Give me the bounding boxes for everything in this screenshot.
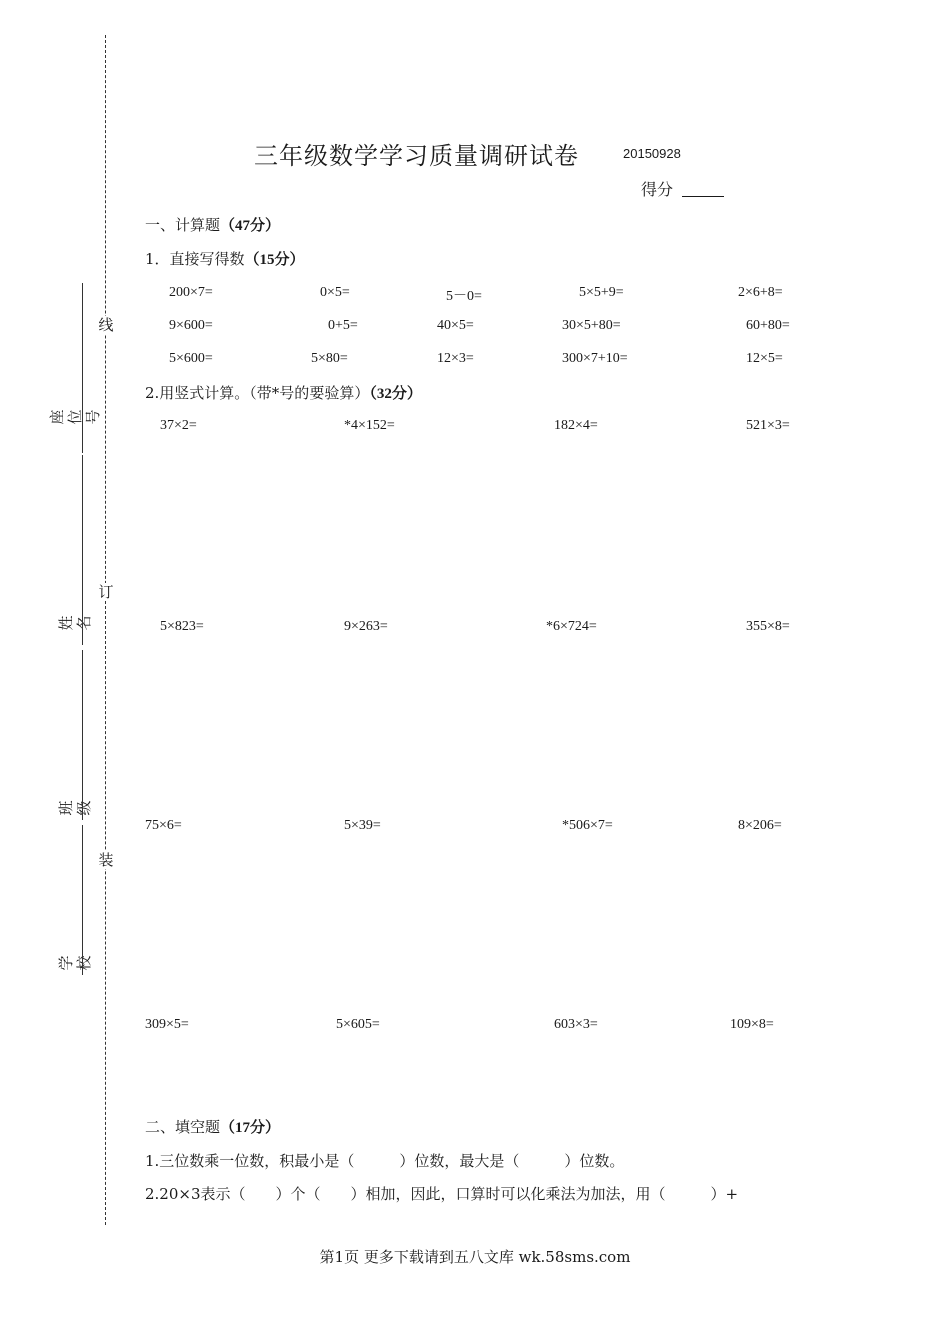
oral-calc-item: 30×5+80= [562,318,621,333]
exam-date: 20150928 [623,146,681,161]
part2-heading: 2.用竖式计算。（带*号的要验算）（32分） [145,384,422,402]
oral-calc-item: 12×5= [746,351,783,366]
oral-calc-item: 60+80= [746,318,790,333]
section2-heading: 二、填空题（17分） [145,1118,281,1136]
oral-calc-item: 2×6+8= [738,285,783,300]
oral-calc-item: 9×600= [169,318,213,333]
field-label-school: 学校 [57,955,93,971]
vertical-calc-item: 8×206= [738,818,782,833]
vertical-calc-item: 37×2= [160,418,197,433]
vertical-calc-item: 355×8= [746,619,790,634]
page-footer: 第1页 更多下载请到五八文库 wk.58sms.com [319,1248,631,1266]
binding-char-line: 线 [98,316,114,334]
oral-calc-item: 40×5= [437,318,474,333]
oral-calc-item: 0+5= [328,318,358,333]
vertical-calc-item: 75×6= [145,818,182,833]
field-line-class [82,650,83,820]
vertical-calc-item: 603×3= [554,1017,598,1032]
oral-calc-item: 5×80= [311,351,348,366]
vertical-calc-item: 182×4= [554,418,598,433]
part1-heading: 1．直接写得数（15分） [145,250,305,268]
oral-calc-item: 300×7+10= [562,351,628,366]
oral-calc-item: 5×5+9= [579,285,624,300]
oral-calc-item: 5×600= [169,351,213,366]
field-line-school [82,825,83,975]
vertical-calc-item: *506×7= [562,818,613,833]
vertical-calc-item: 9×263= [344,619,388,634]
oral-calc-item: 12×3= [437,351,474,366]
section1-heading: 一、计算题（47分） [145,216,281,234]
vertical-calc-item: *6×724= [546,619,597,634]
field-label-class: 班级 [57,800,93,816]
vertical-calc-item: 5×823= [160,619,204,634]
binding-char-order: 订 [98,583,114,601]
vertical-calc-item: 5×39= [344,818,381,833]
page-title: 三年级数学学习质量调研试卷 [254,142,579,170]
vertical-calc-item: 109×8= [730,1017,774,1032]
oral-calc-item: 0×5= [320,285,350,300]
field-line-name [82,455,83,645]
vertical-calc-item: *4×152= [344,418,395,433]
field-line-seat [82,283,83,453]
binding-char-bind: 装 [98,851,114,869]
vertical-calc-item: 309×5= [145,1017,189,1032]
field-label-seat: 座位号 [48,409,102,425]
oral-calc-item: 200×7= [169,285,213,300]
fill-blank-question-1: 1.三位数乘一位数，积最小是（ ）位数，最大是（ ）位数。 [145,1152,625,1170]
vertical-calc-item: 5×605= [336,1017,380,1032]
vertical-calc-item: 521×3= [746,418,790,433]
fill-blank-question-2: 2.20×3表示（ ）个（ ）相加，因此，口算时可以化乘法为加法，用（ ）+ [145,1185,739,1203]
score-label: 得分 [641,180,674,199]
field-label-name: 姓名 [57,615,93,631]
binding-dashed-line [105,35,106,1225]
oral-calc-item: 5－0= [446,289,482,304]
score-blank[interactable] [682,196,724,197]
